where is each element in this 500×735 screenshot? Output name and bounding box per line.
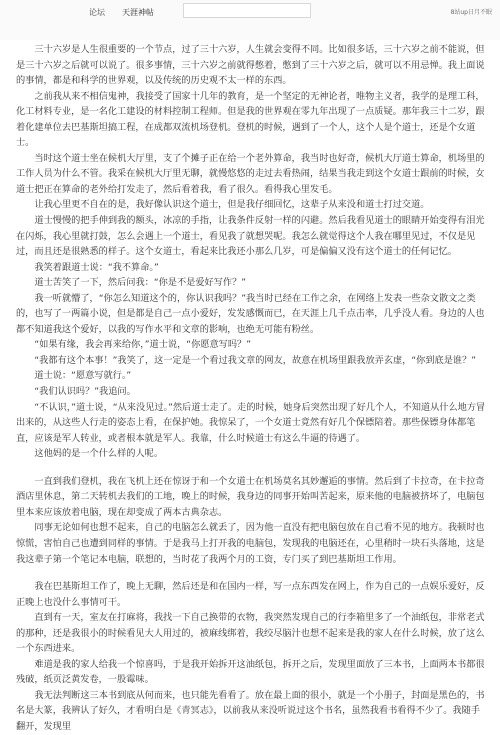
article-paragraph: 我一听就懵了，“你怎么知道这个的，你认识我吗？”我当时已经在工作之余，在网络上发表一些杂文散文之类的，也写了一两篇小说，但是都是自己一点小爱好，发发感慨而已，在天涯上几千点击率，几乎没人看。身边的人也都不知道我这个爱好，以我的写作水平和文章的影响，也绝无可能有粉丝。 bbox=[16, 292, 485, 335]
article-paragraph: “我都有这个本事！”我笑了，这一定是一个看过我文章的网友，故意在机场里跟我放弄玄虚，“你到底是谁？” bbox=[34, 354, 477, 366]
section-gap bbox=[16, 462, 489, 474]
article-paragraph: 道士苦笑了一下，然后问我：“你是不是爱好写作？” bbox=[34, 277, 247, 289]
article-paragraph: 直到有一天，室友在打麻将，我找一下自己换带的衣物，我突然发现自己的行李箱里多了一个油纸包，非常老式的那种，还是我很小的时候看见大人用过的，被麻线绑着，我绞尽脑汁也想不起来是我的家人在什么时候，放了这么一个东西进来。 bbox=[16, 612, 485, 655]
article-paragraph: 让我心里更不自在的是，我好像认识这个道士，但是我仔细回忆，这辈子从来没和道士打过交道。 bbox=[34, 199, 430, 211]
article-paragraph: 我在巴基斯坦工作了，晚上无聊，然后还是和在国内一样，写一点东西发在网上，作为自己的一点娱乐爱好，反正晚上也没什么事情可干。 bbox=[16, 581, 485, 608]
article-paragraph: 一直到我们登机，我在飞机上还在惊讶于和一个女道士在机场莫名其妙邂逅的事情。然后到了卡拉奇，在卡拉奇酒店里休息，第二天转机去我们的工地，晚上的时候，我身边的同事开始叫苦起来，原来他的电脑被挤坏了，电脑包里本来应该放着电脑，现在却变成了两本古典杂志。 bbox=[16, 475, 485, 518]
article-paragraph: 之前我从来不相信鬼神，我接受了国家十几年的教育，是一个坚定的无神论者，唯物主义者，我学的是理工科，化工材料专业，是一名化工建设的材料控制工程师。但是我的世界观在零九年出现了一点质疑。那年我三十二岁，跟着化建单位去巴基斯坦搞工程，在成都双流机场登机。登机的时候，遇到了一个人，这个人是个道士，还是个女道士。 bbox=[16, 90, 485, 149]
article-paragraph: 道士说：“愿意写就行。” bbox=[34, 370, 132, 382]
article-paragraph: “不认识，”道士说，“从来没见过。”然后道士走了。走的时候，她身后突然出现了好几个人，不知道从什么地方冒出来的，从这些人行走的姿态上看，在保护她。我惊呆了，一个女道士竟然有好几个保镖陪着。那些保镖身体都笔直，应该是军人转业，或者根本就是军人。我靠，什么时候道士有这么牛逼的待遇了。 bbox=[16, 401, 486, 444]
article-paragraph: 难道是我的家人给我一个惊喜吗，于是我开始拆开这油纸包，拆开之后，发现里面放了三本书，上面两本书都很残破，纸页泛黄发卷，一股霉味。 bbox=[16, 658, 485, 686]
top-bar bbox=[0, 0, 500, 40]
article-paragraph: 我无法判断这三本书到底从何而来，也只能先看看了。放在最上面的很小，就是一个小册子，封面是黑色的，书名是大篆，我辨认了好久，才看明白是《青冥志》，以前我从来没听说过这个书名，虽然我看书看得不少了。我随手翻开，发现里 bbox=[16, 689, 485, 732]
section-gap bbox=[16, 567, 489, 579]
search-input[interactable] bbox=[183, 3, 311, 18]
article-paragraph: 道士慢慢的把手伸到我的额头，冰凉的手指，让我条件反射一样的闪避。然后我看见道士的眼睛开始变得有泪光在闪烁，我心里就打鼓，怎么会遇上一个道士，看见我了就想哭呢。我怎么就觉得这个人我在哪里见过，不仅是见过，而且还是很熟悉的样子。这个女道士，看起来比我还小那么几岁，可是偏偏又没有这个道士的任何记忆。 bbox=[16, 215, 485, 258]
article-paragraph: “如果有缘，我会再来给你，”道士说，“你愿意写吗？” bbox=[34, 339, 251, 351]
article-paragraph: 三十六岁是人生很重要的一个节点，过了三十六岁，人生就会变得不同。比如很多话，三十六岁之前不能说，但是三十六岁之后就可以说了。很多事情，三十六岁之前就得憋着，憋到了三十六岁之后，就可以不用忌惮。我上面说的事情，都是和科学的世界观，以及传统的历史观不太一样的东西。 bbox=[16, 44, 485, 87]
nav-link-forum[interactable]: 论坛 bbox=[89, 8, 105, 17]
article-paragraph: 我笑着跟道士说：“我不算命。” bbox=[34, 261, 159, 273]
nav-link-board[interactable]: 天涯神帖 bbox=[122, 8, 154, 17]
article-body bbox=[16, 42, 489, 735]
article-paragraph: 当时这个道士坐在候机大厅里，支了个摊子正在给一个老外算命，我当时也好奇，候机大厅道士算命，机场里的工作人员为什么不管。我采在候机大厅里无聊，就慢悠悠的走过去看热闹，结果当我走到这个女道士跟前的时候，女道士把正在算命的老外给打发走了，然后看着我，看了很久。看得我心里发毛。 bbox=[16, 152, 485, 195]
user-link[interactable]: 8站up日月不眠 bbox=[450, 9, 492, 16]
article-paragraph: “我们认识吗？”我追问。 bbox=[34, 386, 136, 398]
article-paragraph: 同事无论如何也想不起来，自己的电脑怎么就丢了，因为他一直没有把电脑包放在自己看不见的地方。我顿时也惊慌，害怕自己也遭到同样的事情。于是我马上打开我的电脑包，发现我的电脑还在，心里稍时一块石头落地，这是我这辈子第一个笔记本电脑，联想的，当时花了我两个月的工资，专门买了到巴基斯坦工作用。 bbox=[16, 522, 485, 565]
article-paragraph: 这他妈的是一个什么样的人呢。 bbox=[34, 448, 164, 460]
